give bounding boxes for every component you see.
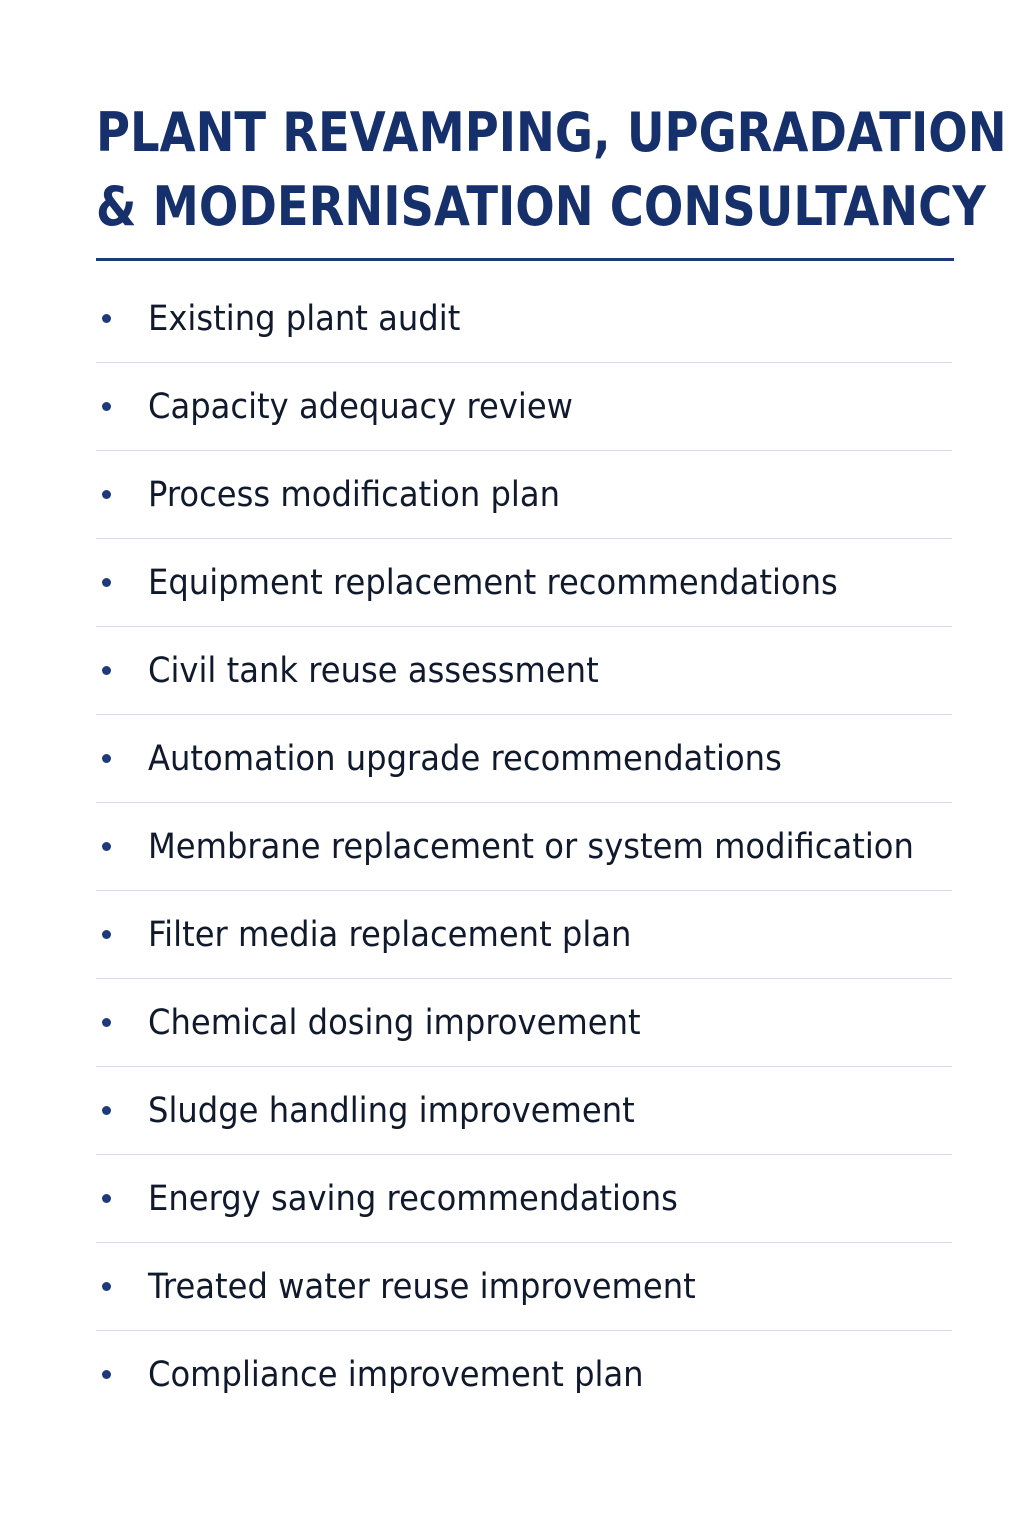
bullet-icon bbox=[102, 490, 111, 499]
list-item-label: Chemical dosing improvement bbox=[148, 1003, 641, 1043]
list-item bbox=[96, 1331, 952, 1419]
list-item bbox=[96, 539, 952, 627]
list-item-label: Energy saving recommendations bbox=[148, 1179, 678, 1219]
list-item-label: Sludge handling improvement bbox=[148, 1091, 635, 1131]
list-item-label: Equipment replacement recommendations bbox=[148, 563, 838, 603]
list-item bbox=[96, 1067, 952, 1155]
list-item-label: Automation upgrade recommendations bbox=[148, 739, 782, 779]
list-item-label: Process modification plan bbox=[148, 475, 561, 515]
list-item-label: Membrane replacement or system modification bbox=[148, 827, 914, 867]
page-title bbox=[96, 96, 1007, 244]
list-item bbox=[96, 715, 952, 803]
bullet-icon bbox=[102, 930, 111, 939]
list-item bbox=[96, 1243, 952, 1331]
title-line-1: PLANT REVAMPING, UPGRADATION bbox=[96, 101, 1007, 164]
list-item bbox=[96, 275, 952, 363]
list-item-label: Treated water reuse improvement bbox=[148, 1267, 696, 1307]
list-item-label: Compliance improvement plan bbox=[148, 1355, 644, 1395]
bullet-icon bbox=[102, 314, 111, 323]
list-item-label: Existing plant audit bbox=[148, 299, 461, 339]
bullet-icon bbox=[102, 1018, 111, 1027]
list-item bbox=[96, 1155, 952, 1243]
list-item bbox=[96, 627, 952, 715]
bullet-icon bbox=[102, 666, 111, 675]
bullet-icon bbox=[102, 1282, 111, 1291]
bullet-icon bbox=[102, 842, 111, 851]
list-item bbox=[96, 891, 952, 979]
bullet-icon bbox=[102, 402, 111, 411]
list-item-label: Civil tank reuse assessment bbox=[148, 651, 599, 691]
list-item bbox=[96, 979, 952, 1067]
title-underline bbox=[96, 258, 954, 261]
bullet-icon bbox=[102, 1106, 111, 1115]
title-line-2: & MODERNISATION CONSULTANCY bbox=[96, 175, 986, 238]
list-item bbox=[96, 803, 952, 891]
list-item-label: Filter media replacement plan bbox=[148, 915, 632, 955]
list-item-label: Capacity adequacy review bbox=[148, 387, 574, 427]
bullet-icon bbox=[102, 754, 111, 763]
list-item bbox=[96, 451, 952, 539]
bullet-icon bbox=[102, 1370, 111, 1379]
service-list bbox=[96, 275, 952, 1419]
bullet-icon bbox=[102, 1194, 111, 1203]
list-item bbox=[96, 363, 952, 451]
bullet-icon bbox=[102, 578, 111, 587]
